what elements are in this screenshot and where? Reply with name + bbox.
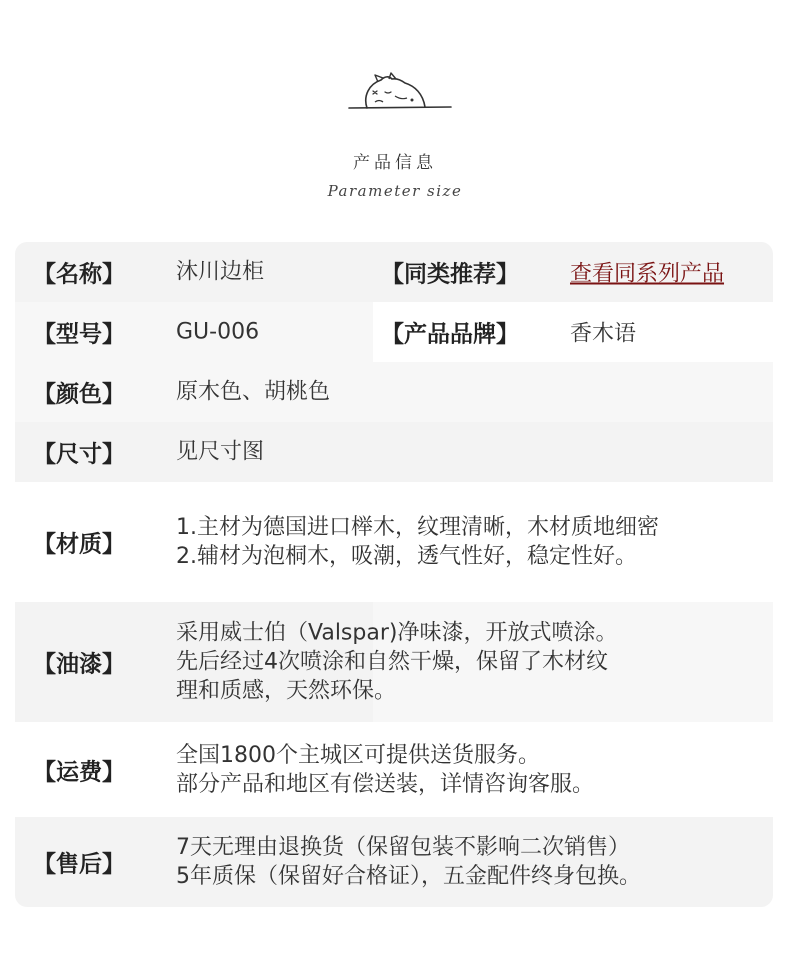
paint-line-2: 先后经过4次喷涂和自然干燥，保留了木材纹 — [176, 649, 608, 675]
table-row-aftersale — [15, 817, 773, 907]
table-row-shipping — [15, 722, 773, 817]
material-line-2: 2.辅材为泡桐木，吸潮，透气性好，稳定性好。 — [176, 544, 637, 569]
shipping-line-1: 全国1800个主城区可提供送货服务。 — [176, 742, 540, 768]
value-material — [176, 513, 659, 571]
material-line-1: 1.主材为德国进口榉木，纹理清晰，木材质地细密 — [176, 515, 659, 540]
aftersale-line-1: 7天无理由退换货（保留包装不影响二次销售） — [176, 835, 630, 860]
paint-line-3: 理和质感，天然环保。 — [176, 678, 397, 704]
paint-line-1: 采用威士伯（Valspar)净味漆，开放式喷涂。 — [176, 620, 618, 646]
label-shipping: 【运费】 — [33, 759, 125, 785]
aftersale-line-2: 5年质保（保留好合格证），五金配件终身包换。 — [176, 864, 641, 889]
table-row-size — [15, 422, 773, 482]
table-row-color — [15, 362, 773, 422]
value-model: GU-006 — [176, 319, 260, 345]
label-paint: 【油漆】 — [33, 651, 125, 678]
table-row-paint — [15, 602, 773, 722]
value-size: 见尺寸图 — [176, 439, 265, 465]
label-recommendation: 【同类推荐】 — [381, 261, 519, 288]
value-shipping — [176, 741, 594, 799]
label-name: 【名称】 — [33, 261, 125, 288]
table-row-name — [15, 242, 773, 302]
section-header — [0, 0, 790, 230]
label-brand: 【产品品牌】 — [381, 321, 519, 348]
section-subtitle: Parameter size — [327, 182, 463, 200]
value-aftersale — [176, 833, 641, 891]
label-aftersale: 【售后】 — [33, 851, 125, 878]
parameter-table — [15, 242, 773, 907]
shipping-line-2: 部分产品和地区有偿送装，详情咨询客服。 — [176, 771, 595, 797]
label-color: 【颜色】 — [33, 381, 125, 408]
value-name: 沐川边柜 — [176, 259, 265, 285]
table-row-model — [15, 302, 773, 362]
sleeping-hamster-icon — [345, 70, 455, 120]
label-size: 【尺寸】 — [33, 441, 125, 468]
label-model: 【型号】 — [33, 321, 125, 348]
label-material: 【材质】 — [33, 531, 125, 558]
table-row-material — [15, 482, 773, 602]
value-brand: 香木语 — [570, 321, 637, 347]
section-title: 产品信息 — [353, 153, 437, 173]
value-color: 原木色、胡桃色 — [176, 379, 331, 405]
view-series-link[interactable]: 查看同系列产品 — [570, 261, 725, 287]
value-paint — [176, 619, 617, 706]
